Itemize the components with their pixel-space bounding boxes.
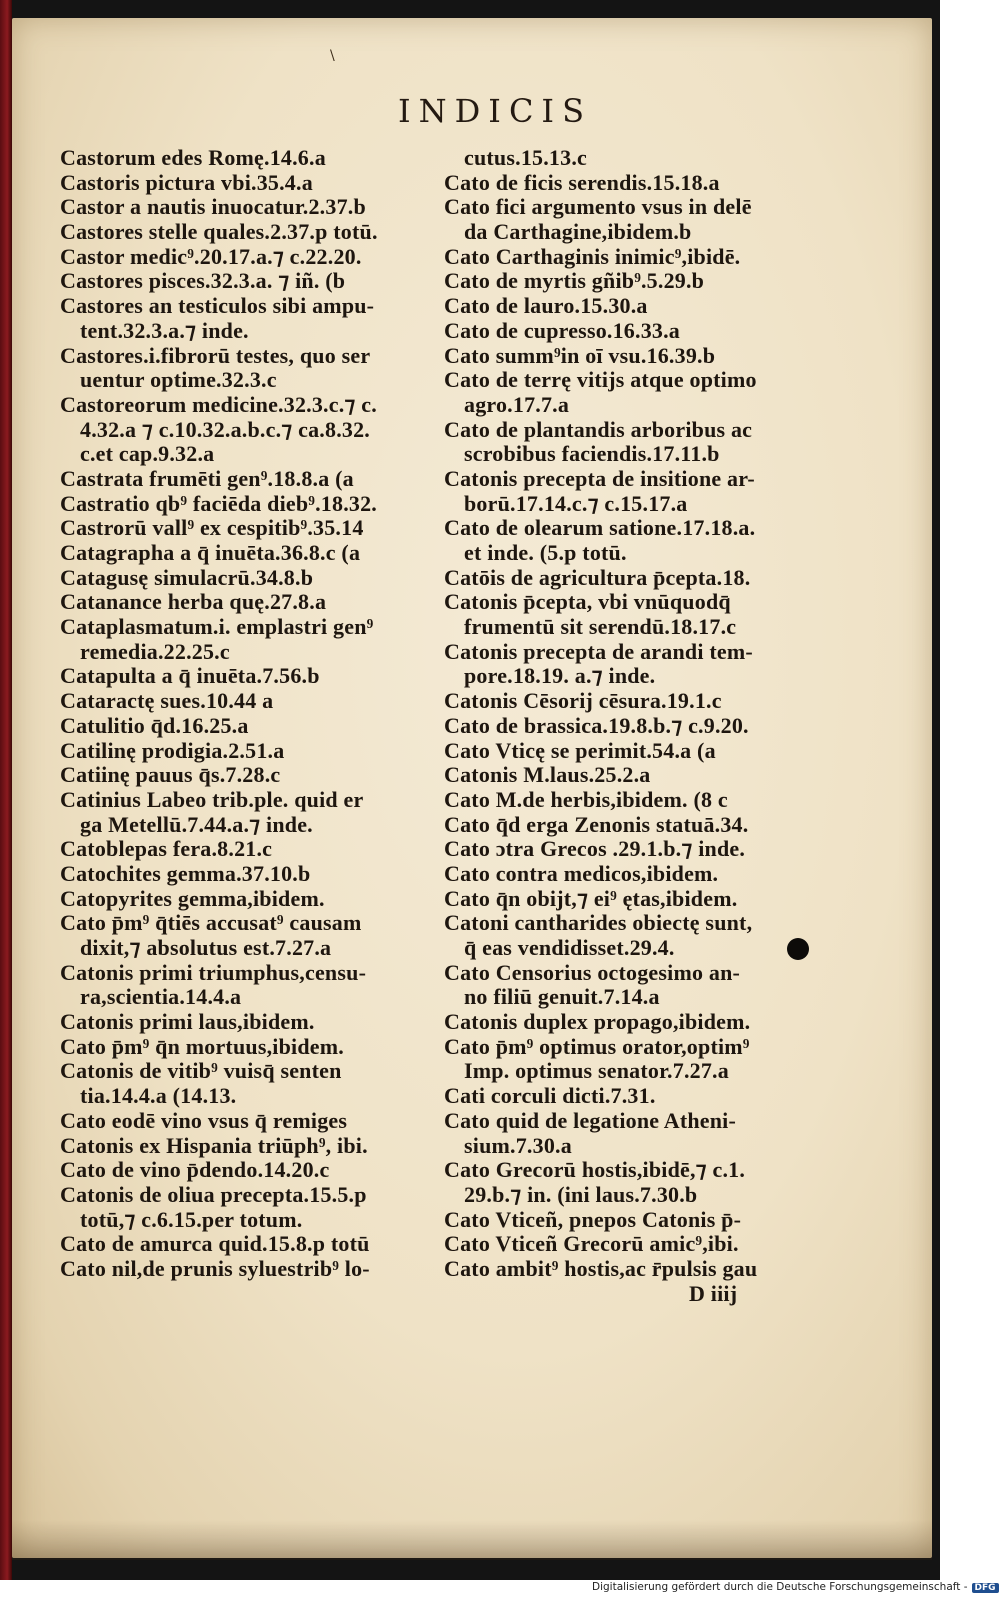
index-entry-line: Catonis primi laus,ibidem. [60,1009,315,1035]
index-entry-line: Cato summ⁹in oī vsu.16.39.b [444,342,716,368]
index-entry-line: 4.32.a ⁊ c.10.32.a.b.c.⁊ ca.8.32. [80,416,371,442]
index-entry-line: Catilinę prodigia.2.51.a [60,737,285,763]
footer-credit [592,1581,999,1593]
index-entry-line: pore.18.19. a.⁊ inde. [464,663,656,689]
index-entry-line: Cato Grecorū hostis,ibidē,⁊ c.1. [444,1157,746,1183]
index-entry-line: Cato de ficis serendis.15.18.a [444,169,720,195]
index-entry-line: Catapulta a q̄ inuēta.7.56.b [60,663,320,689]
index-entry-line: Cato q̄n obijt,⁊ ei⁹ ętas,ibidem. [444,885,738,911]
index-entry-line: Cato Vticeñ, pnepos Catonis p̄- [444,1206,742,1232]
index-entry-line: c.et cap.9.32.a [80,441,215,467]
index-entry-line: Cato p̄m⁹ optimus orator,optim⁹ [444,1033,750,1059]
index-entry-line: Catonis p̄cepta, vbi vnūquodq̄ [444,589,731,615]
book-spine [0,0,12,1580]
index-entry-line: q̄ eas vendidisset.29.4. [464,935,675,960]
index-entry-line: Catoblepas fera.8.21.c [60,836,273,862]
index-entry-line: Catonis primi triumphus,censu- [60,959,367,985]
index-entry-line: Cato M.de herbis,ibidem. (8 c [444,786,728,812]
index-entry-line: Cato p̄m⁹ q̄n mortuus,ibidem. [60,1033,344,1059]
index-entry-line: Castores stelle quales.2.37.p totū. [60,219,378,245]
index-entry-line: Castor medic⁹.20.17.a.⁊ c.22.20. [60,243,362,269]
index-entry-line: Cato de olearum satione.17.18.a. [444,515,756,541]
index-entry-line: ga Metellū.7.44.a.⁊ inde. [80,811,313,837]
index-entry-line: Catinius Labeo trib.ple. quid er [60,786,364,812]
top-mark: \ [330,48,335,64]
index-entry-line: Cato de terrę vitijs atque optimo [444,367,757,393]
index-entry-line: 29.b.⁊ in. (ini laus.7.30.b [464,1181,698,1207]
index-entry-line: Cato q̄d erga Zenonis statuā.34. [444,811,749,837]
index-entry-line: Castrorū vall⁹ ex cespitib⁹.35.14 [60,515,364,541]
index-entry-line: cutus.15.13.c [464,145,587,170]
index-entry-line: tia.14.4.a (14.13. [80,1083,237,1109]
index-entry-line: Catonis duplex propago,ibidem. [444,1009,751,1035]
index-entry-line: Catonis M.laus.25.2.a [444,762,651,788]
index-entry-line: Cato p̄m⁹ q̄tiēs accusat⁹ causam [60,910,362,936]
index-entry-line: Catōis de agricultura p̄cepta.18. [444,564,751,590]
ink-blot [787,938,809,960]
index-entry-line: remedia.22.25.c [80,638,230,664]
index-entry-line: Cati corculi dicti.7.31. [444,1083,656,1109]
index-entry-line: Castoris pictura vbi.35.4.a [60,169,313,195]
index-entry-line: Catulitio q̄d.16.25.a [60,712,249,738]
index-entry-line: Castratio qb⁹ faciēda dieb⁹.18.32. [60,490,377,516]
index-entry-line: Cataplasmatum.i. emplastri gen⁹ [60,614,374,640]
index-entry-line: dixit,⁊ absolutus est.7.27.a [80,935,332,960]
running-head: INDICIS [398,92,592,130]
index-entry-line: Cato Carthaginis inimic⁹,ibidē. [444,243,741,269]
index-entry-line: Catonis precepta de arandi tem- [444,638,753,664]
index-entry-line: Catanance herba quę.27.8.a [60,589,327,615]
index-entry-line: Castores pisces.32.3.a. ⁊ iñ. (b [60,268,346,294]
index-entry-line: Catiinę pauus q̄s.7.28.c [60,762,281,788]
index-column-right [444,146,844,1306]
index-entry-line: tent.32.3.a.⁊ inde. [80,317,249,343]
index-entry-line: borū.17.14.c.⁊ c.15.17.a [464,490,688,516]
index-entry-line: Castores.i.fibrorū testes, quo ser [60,342,371,368]
index-entry-line: Catonis de vitib⁹ vuisq̄ senten [60,1058,342,1084]
dfg-logo-badge: DFG [972,1583,999,1593]
index-entry-line: Castor a nautis inuocatur.2.37.b [60,194,366,220]
index-entry-line: Castrata frumēti gen⁹.18.8.a (a [60,465,354,491]
index-entry-line: Catonis Cēsorij cēsura.19.1.c [444,688,722,714]
index-entry-line: Catonis de oliua precepta.15.5.p [60,1181,367,1207]
index-entry-line: Cato Censorius octogesimo an- [444,959,741,985]
index-entry-line: Catonis ex Hispania triūph⁹, ibi. [60,1132,368,1158]
index-entry-line: Cato de plantandis arboribus ac [444,416,753,442]
index-entry-line: Castores an testiculos sibi ampu- [60,293,375,319]
index-entry-line: Catagusę simulacrū.34.8.b [60,564,314,590]
index-entry-line: Cato de amurca quid.15.8.p totū [60,1231,370,1257]
index-entry-line: sium.7.30.a [464,1132,572,1158]
footer-text: Digitalisierung gefördert durch die Deutsche Forschungsgemeinschaft - [592,1581,968,1593]
index-entry-line: Castorum edes Romę.14.6.a [60,145,326,170]
index-entry-line: Cato nil,de prunis syluestrib⁹ lo- [60,1255,370,1281]
index-entry-line: et inde. (5.p totū. [464,540,627,565]
index-entry-line: Cataractę sues.10.44 a [60,688,274,714]
index-entry-line: Cato ɔtra Grecos .29.1.b.⁊ inde. [444,836,746,862]
index-entry-line: Catopyrites gemma,ibidem. [60,885,325,911]
index-entry-line: ra,scientia.14.4.a [80,984,242,1010]
index-entry-line: Cato Vticę se perimit.54.a (a [444,737,716,763]
index-entry-line: Cato Vticeñ Grecorū amic⁹,ibi. [444,1231,739,1257]
page-shadow [12,1520,932,1560]
index-entry-line: Cato ambit⁹ hostis,ac r̄pulsis gau [444,1255,758,1281]
index-entry-line: uentur optime.32.3.c [80,367,277,393]
index-entry-line: Cato contra medicos,ibidem. [444,860,719,886]
index-entry-line: Cato eodē vino vsus q̄ remiges [60,1107,348,1133]
index-entry-line: Cato de cupresso.16.33.a [444,317,681,343]
index-entry-line: Catonis precepta de insitione ar- [444,465,755,491]
index-entry-line: Cato de lauro.15.30.a [444,293,648,319]
index-entry-line: agro.17.7.a [464,391,570,417]
index-entry-line: Cato fici argumento vsus in delē [444,194,752,220]
index-entry-line: scrobibus faciendis.17.11.b [464,441,720,467]
index-entry-line: Cato de vino p̄dendo.14.20.c [60,1157,330,1183]
index-entry-line: Cato de myrtis gñib⁹.5.29.b [444,268,705,294]
index-entry-line: no filiū genuit.7.14.a [464,984,660,1010]
index-entry-line: da Carthagine,ibidem.b [464,219,692,245]
index-entry-line: Castoreorum medicine.32.3.c.⁊ c. [60,391,377,417]
index-entry-line: Catochites gemma.37.10.b [60,860,311,886]
index-entry-line: Imp. optimus senator.7.27.a [464,1058,729,1084]
index-entry-line: Cato de brassica.19.8.b.⁊ c.9.20. [444,712,749,738]
index-entry-line: frumentū sit serendū.18.17.c [464,614,737,640]
index-entry-line: Cato quid de legatione Atheni- [444,1107,737,1133]
index-entry-line: totū,⁊ c.6.15.per totum. [80,1206,303,1232]
index-column-left [60,146,440,1282]
signature-mark: D iiij [689,1280,738,1306]
index-entry-line: Catagrapha a q̄ inuēta.36.8.c (a [60,540,361,565]
index-entry-line: Catoni cantharides obiectę sunt, [444,910,753,936]
